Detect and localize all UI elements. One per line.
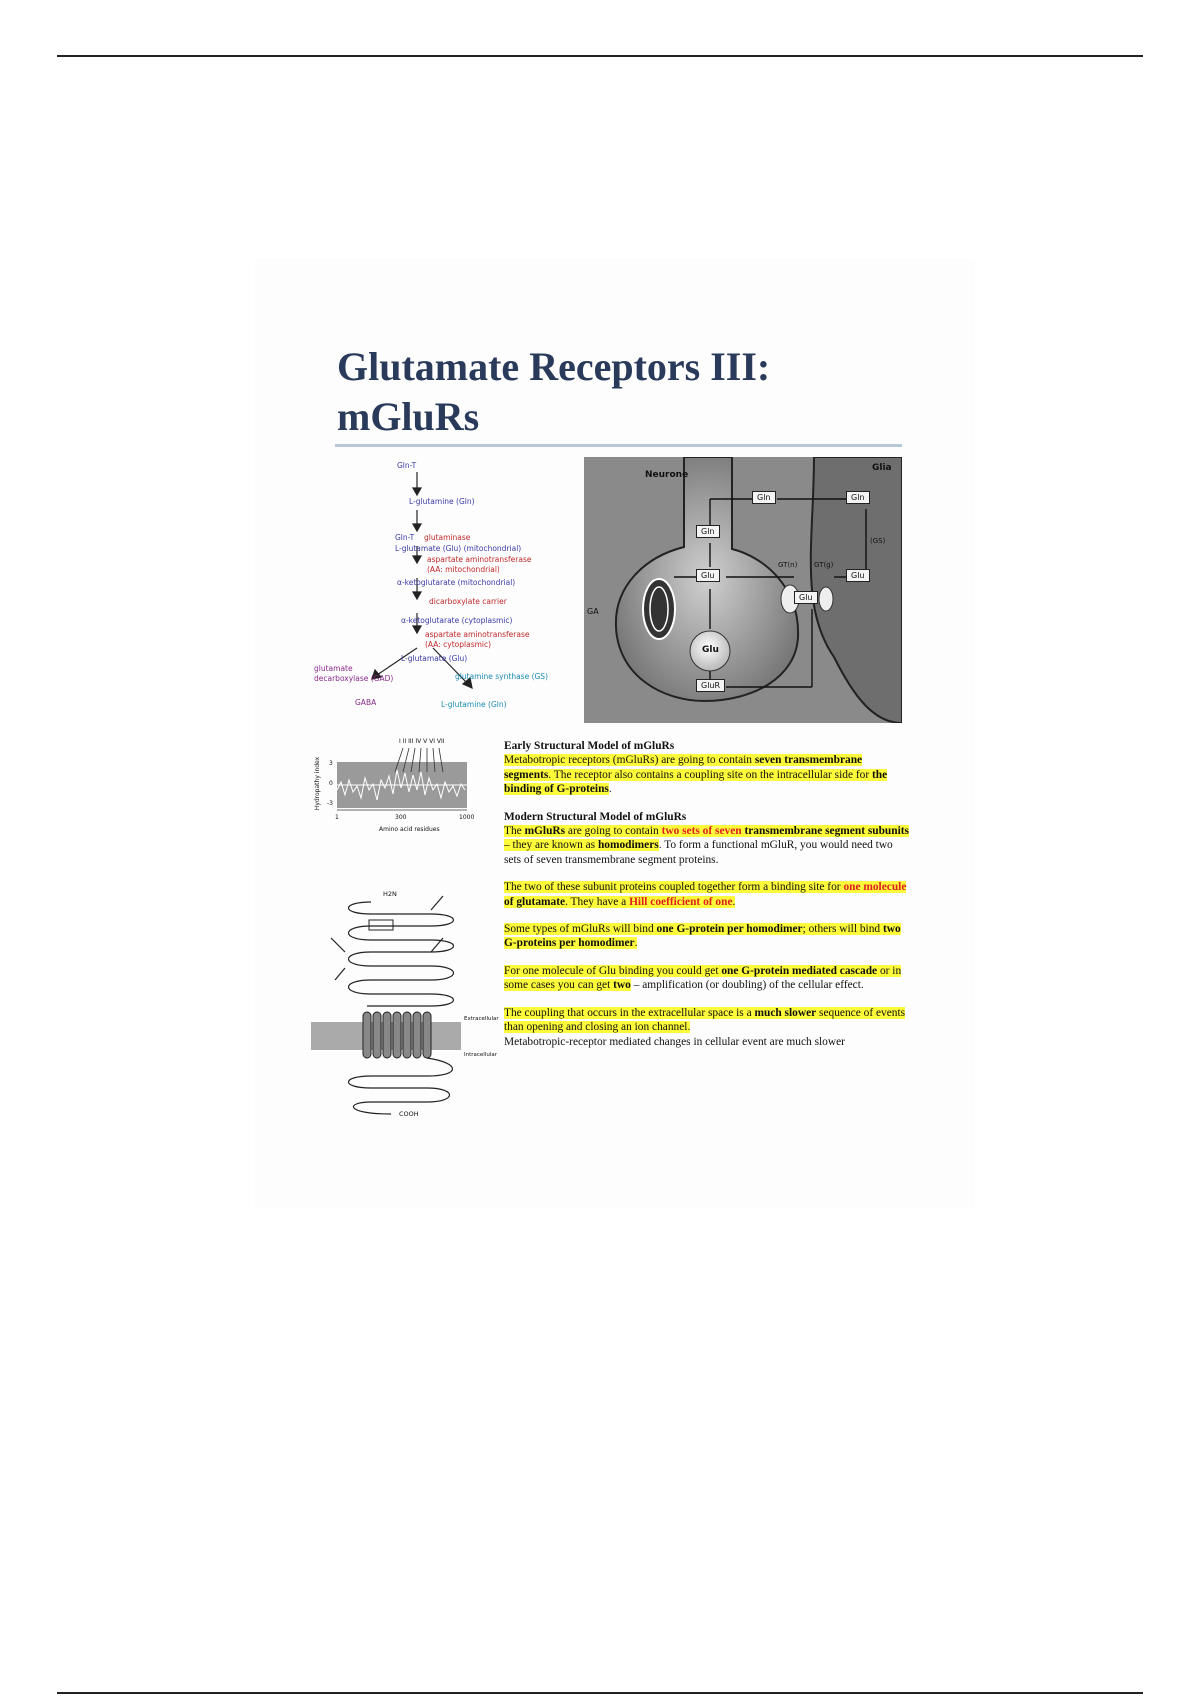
p5-e: – amplification (or doubling) of the cellular effect.	[630, 979, 864, 992]
title-line-1: Glutamate Receptors III:	[337, 344, 771, 389]
hydropathy-plot	[315, 740, 505, 858]
tm-labels: I II III IV V VI VII	[399, 738, 445, 745]
glutamate-pathway-diagram	[314, 458, 562, 728]
hydro-ytick-0: 0	[329, 780, 333, 787]
p2-e: transmembrane segment subunits	[741, 825, 909, 838]
p5-d: two	[613, 979, 631, 992]
glur-box: GluR	[696, 679, 725, 692]
slide-title	[337, 342, 937, 442]
p1-a: Metabotropic receptors (mGluRs) are going to contain	[504, 754, 755, 767]
pathway-gad-2: decarboxylase (GAD)	[314, 674, 394, 683]
gln-box-1: Gln	[752, 491, 776, 504]
pathway-akg-cyto: α-ketoglutarate (cytoplasmic)	[401, 616, 513, 625]
pathway-akg-mito: α-ketoglutarate (mitochondrial)	[397, 578, 516, 587]
p3-d: . They have a	[565, 895, 630, 908]
pathway-carrier: dicarboxylate carrier	[429, 597, 507, 606]
glu-box-2: Glu	[794, 591, 818, 604]
pathway-gln-t: Gln-T	[397, 461, 417, 470]
p3-f: .	[732, 895, 736, 908]
p3-e: Hill coefficient of one	[629, 895, 733, 908]
p5-b: one G-protein mediated cascade	[721, 964, 878, 977]
pathway-aat-cyto: aspartate aminotransferase	[425, 630, 530, 639]
mglur-topology-diagram	[311, 888, 511, 1126]
paragraph-coupling	[504, 1006, 910, 1049]
gtn-label: GT(n)	[778, 561, 798, 569]
intracellular-label: Intracellular	[464, 1052, 498, 1058]
p4-e: .	[634, 937, 638, 950]
heading-modern-model: Modern Structural Model of mGluRs	[504, 810, 687, 823]
p6-c: sequence of events than opening and closing an ion channel.	[504, 1006, 906, 1034]
p2-g: homodimers	[597, 839, 659, 852]
p4-c: ; others will bind	[802, 923, 883, 936]
gtg-label: GT(g)	[814, 561, 834, 569]
pathway-glutaminase: glutaminase	[424, 533, 471, 542]
gln-box-3: Gln	[696, 525, 720, 538]
hydropathy-drawing	[315, 740, 505, 858]
ga-label: GA	[587, 607, 599, 616]
p2-f: – they are known as	[504, 839, 598, 852]
p3-c: of glutamate	[504, 895, 566, 908]
pathway-gs: glutamine synthase (GS)	[455, 672, 548, 681]
p6-b: much slower	[754, 1006, 817, 1019]
p2-a: The	[504, 825, 525, 838]
hydro-ytick-3: 3	[329, 760, 333, 767]
pathway-glutamate-mito: L-glutamate (Glu) (mitochondrial)	[395, 544, 522, 553]
pathway-gad-1: glutamate	[314, 664, 353, 673]
p1-b: seven transmembrane segments	[504, 754, 863, 781]
p5-c: or in some cases you can get	[504, 964, 902, 992]
pathway-gln-end: L-glutamine (Gln)	[441, 700, 507, 709]
neuron-glia-schematic	[584, 457, 902, 723]
hydro-ylabel: Hydropathy index	[314, 756, 322, 811]
p1-d: the binding of G-proteins	[504, 768, 888, 796]
paragraph-early-model	[504, 753, 910, 796]
hydro-xtick-300: 300	[395, 814, 407, 821]
hydro-xtick-1: 1	[335, 814, 339, 821]
p2-b: mGluRs	[524, 825, 566, 838]
p6-a: The coupling that occurs in the extracellular space is a	[504, 1006, 755, 1019]
p3-b: one molecule	[843, 881, 907, 894]
pathway-gln-t-2: Gln-T	[395, 533, 415, 542]
neurone-label: Neurone	[645, 470, 689, 480]
glia-label: Glia	[872, 463, 892, 473]
topology-drawing	[311, 888, 511, 1126]
hydro-ytick-neg3: -3	[327, 800, 333, 807]
p5-a: For one molecule of Glu binding you could get	[504, 964, 722, 977]
hydro-xlabel: Amino acid residues	[379, 826, 440, 833]
paragraph-g-protein	[504, 922, 910, 951]
p3-a: The two of these subunit proteins coupled together form a binding site for	[504, 881, 844, 894]
paragraph-modern-model	[504, 824, 910, 867]
p1-e: .	[608, 783, 612, 796]
nh2-label: H2N	[383, 890, 397, 898]
title-line-2: mGluRs	[337, 394, 480, 439]
heading-early-model: Early Structural Model of mGluRs	[504, 740, 675, 752]
title-underline	[335, 444, 902, 447]
pathway-aat-mito-b: (AA: mitochondrial)	[427, 565, 500, 574]
paragraph-binding-site	[504, 880, 910, 909]
hydro-xtick-1000: 1000	[459, 814, 475, 821]
pathway-aat-mito: aspartate aminotransferase	[427, 555, 532, 564]
page-top-rule	[57, 55, 1143, 57]
slide-body-text	[504, 739, 910, 1062]
p2-d: two sets of seven	[661, 825, 742, 838]
cooh-label: COOH	[399, 1110, 419, 1118]
p2-c: are going to contain	[565, 825, 662, 838]
pathway-aat-cyto-b: (AA: cytoplasmic)	[425, 640, 492, 649]
extracellular-label: Extracellular	[464, 1016, 499, 1022]
p2-h: . To form a functional mGluR, you would need two sets of seven transmembrane segment proteins.	[504, 839, 893, 866]
paragraph-amplification	[504, 964, 910, 993]
p1-c: . The receptor also contains a coupling site on the intracellular side for	[548, 768, 872, 781]
pathway-glutamine: L-glutamine (Gln)	[409, 497, 475, 506]
glu-vesicle-label: Glu	[702, 645, 719, 655]
pathway-gaba: GABA	[355, 698, 377, 707]
p6-d: Metabotropic-receptor mediated changes in cellular event are much slower	[504, 1035, 845, 1048]
p4-d: two G-proteins per homodimer	[504, 923, 901, 950]
glu-box-1: Glu	[696, 569, 720, 582]
p4-b: one G-protein per homodimer	[656, 923, 803, 936]
gs-label: (GS)	[870, 537, 886, 545]
glu-box-3: Glu	[846, 569, 870, 582]
p4-a: Some types of mGluRs will bind	[504, 923, 657, 936]
pathway-glutamate-glu: L-glutamate (Glu)	[401, 654, 468, 663]
slide	[255, 258, 975, 1208]
gln-box-2: Gln	[846, 491, 870, 504]
page-bottom-rule	[57, 1692, 1143, 1694]
